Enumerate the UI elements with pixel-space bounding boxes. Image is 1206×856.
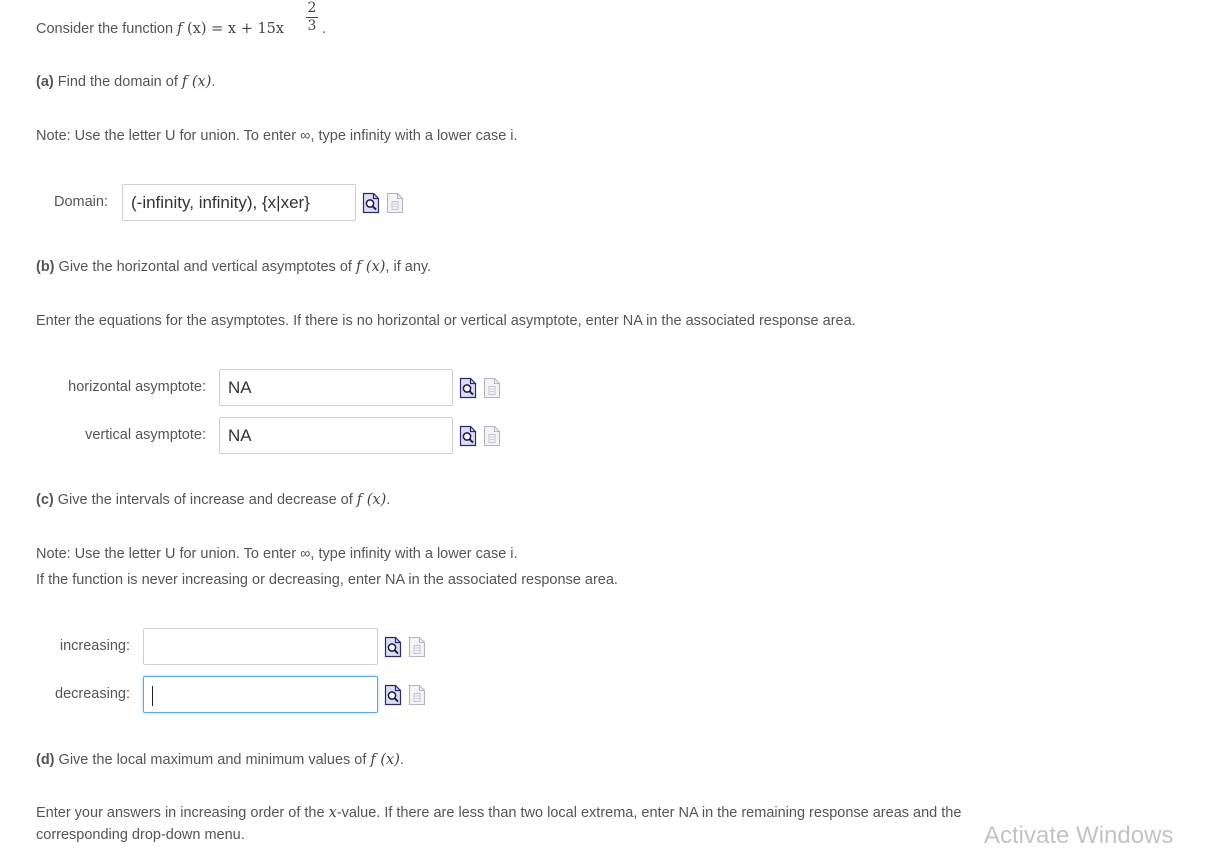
part-d-instr-start: Enter your answers in increasing order of the xyxy=(36,805,329,821)
decreasing-help-icon[interactable] xyxy=(408,684,426,706)
part-d-instr-end: -value. If there are less than two local extrema, enter NA in the remaining response areas and the xyxy=(336,805,962,821)
function-symbol: f xyxy=(177,21,183,37)
increasing-help-icon[interactable] xyxy=(408,636,426,658)
part-b-tag: (b) xyxy=(36,259,55,275)
part-a-text: Find the domain of xyxy=(53,74,182,90)
part-c-tag: (c) xyxy=(36,492,54,508)
exponent-fraction xyxy=(306,0,318,34)
increasing-preview-icon[interactable] xyxy=(384,636,402,658)
vertical-asymptote-label: vertical asymptote: xyxy=(85,427,206,443)
increasing-label: increasing: xyxy=(59,638,130,654)
part-b-text: Give the horizontal and vertical asymptotes of xyxy=(54,259,356,275)
decreasing-label: decreasing: xyxy=(55,686,130,702)
part-d-tag: (d) xyxy=(36,752,55,768)
domain-preview-icon[interactable] xyxy=(362,192,380,214)
part-b-prompt xyxy=(36,259,431,275)
increasing-input[interactable] xyxy=(143,628,378,665)
part-c-prompt xyxy=(36,492,390,508)
horizontal-asymptote-input[interactable]: NA xyxy=(219,369,453,406)
part-a-note: Note: Use the letter U for union. To enter ∞, type infinity with a lower case i. xyxy=(36,128,518,144)
part-c-note-na: If the function is never increasing or decreasing, enter NA in the associated response area. xyxy=(36,572,618,588)
part-d-text: Give the local maximum and minimum values of xyxy=(54,752,371,768)
domain-label: Domain: xyxy=(54,194,108,210)
intro-period: . xyxy=(322,21,327,37)
part-b-fx: f (x) xyxy=(355,259,386,275)
vertical-asymptote-input[interactable]: NA xyxy=(219,417,453,454)
vertical-asymptote-help-icon[interactable] xyxy=(483,425,501,447)
exponent-numerator: 2 xyxy=(307,0,317,16)
intro-text: Consider the function xyxy=(36,21,178,37)
decreasing-input[interactable] xyxy=(143,676,378,713)
part-d-fx: f (x) xyxy=(370,752,400,768)
part-a-tag: (a) xyxy=(36,74,54,90)
part-d-instr-x: x xyxy=(328,805,337,821)
part-b-end: , if any. xyxy=(385,259,432,275)
part-b-instructions: Enter the equations for the asymptotes. If there is no horizontal or vertical asymptote, enter NA in the associated response area. xyxy=(36,313,856,329)
part-d-instructions-line2: corresponding drop-down menu. xyxy=(36,827,245,843)
horizontal-asymptote-label: horizontal asymptote: xyxy=(68,379,206,395)
horizontal-asymptote-preview-icon[interactable] xyxy=(459,377,477,399)
horizontal-asymptote-help-icon[interactable] xyxy=(483,377,501,399)
part-a-prompt xyxy=(36,74,215,90)
part-d-prompt xyxy=(36,752,404,768)
part-a-fx: f (x) xyxy=(181,74,212,90)
exponent-denominator: 3 xyxy=(307,18,317,34)
problem-intro xyxy=(36,21,284,37)
part-a-end: . xyxy=(211,74,216,90)
part-c-end: . xyxy=(386,492,391,508)
part-c-fx: f (x) xyxy=(356,492,387,508)
function-body: = x + 15x xyxy=(206,21,285,37)
part-c-note-union: Note: Use the letter U for union. To enter ∞, type infinity with a lower case i. xyxy=(36,546,518,562)
decreasing-preview-icon[interactable] xyxy=(384,684,402,706)
function-expression xyxy=(177,21,284,37)
part-c-text: Give the intervals of increase and decrease of xyxy=(53,492,357,508)
text-caret xyxy=(152,686,153,706)
vertical-asymptote-preview-icon[interactable] xyxy=(459,425,477,447)
function-argument: (x) xyxy=(187,21,207,37)
activate-windows-watermark: Activate Windows xyxy=(984,822,1174,849)
part-d-instructions-line1 xyxy=(36,805,961,821)
domain-help-icon[interactable] xyxy=(386,192,404,214)
part-d-end: . xyxy=(399,752,404,768)
domain-input[interactable]: (-infinity, infinity), {x|xer} xyxy=(122,184,356,221)
